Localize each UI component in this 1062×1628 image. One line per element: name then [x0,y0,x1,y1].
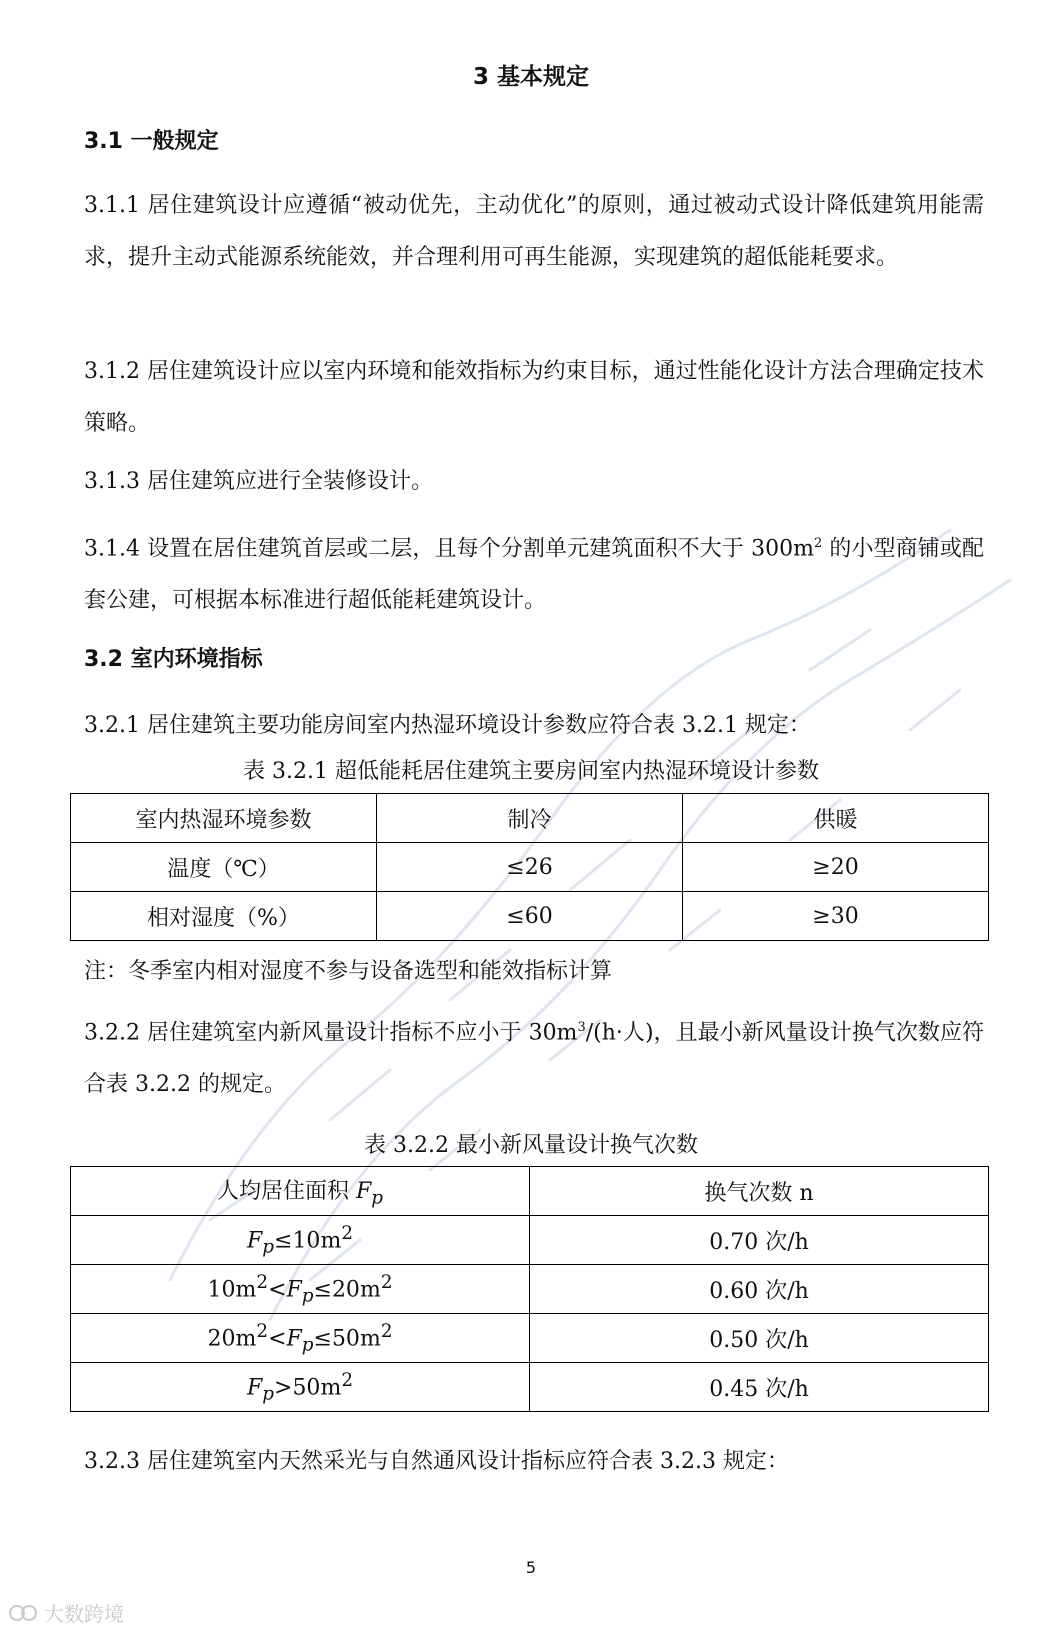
brand-text: 大数跨境 [44,1602,124,1626]
table-cell: ≥20 [683,843,989,892]
table-header-cell: 供暖 [683,794,989,843]
table-cell-rate: 0.50 次/h [530,1314,989,1363]
clause-3-2-2: 3.2.2 居住建筑室内新风量设计指标不应小于 $30m^3/(h\cdot$人)，且最小新风量设计换气次数应符合表 3.2.2 的规定。 [84,1020,984,1098]
table-header-rate: 换气次数 n [530,1167,989,1216]
table-header-row [71,1167,989,1216]
clause-3-1-4: 3.1.4 设置在居住建筑首层或二层，且每个分割单元建筑面积不大于 $300m^2$ 的小型商铺或配套公建，可根据本标准进行超低能耗建筑设计。 [84,536,984,614]
table-cell-rate: 0.60 次/h [530,1265,989,1314]
table-3-2-2-caption: 表 3.2.2 最小新风量设计换气次数 [364,1133,698,1158]
table-header-row [71,794,989,843]
table-row [71,1314,989,1363]
clause-3-1-2: 3.1.2 居住建筑设计应以室内环境和能效指标为约束目标，通过性能化设计方法合理确定技术策略。 [84,359,984,436]
table-row [71,843,989,892]
table-header-cell: 制冷 [377,794,683,843]
table-cell: 相对湿度（%） [71,892,377,941]
table-row [71,1363,989,1412]
clause-3-1-3: 3.1.3 居住建筑应进行全装修设计。 [84,469,433,494]
table-3-2-1-note: 注：冬季室内相对湿度不参与设备选型和能效指标计算 [84,959,613,984]
table-cell-area: $F_p>50m^2$ [71,1363,530,1412]
table-header-cell: 室内热湿环境参数 [71,794,377,843]
table-3-2-1 [70,793,989,941]
table-3-2-1-caption: 表 3.2.1 超低能耗居住建筑主要房间室内热湿环境设计参数 [243,759,819,784]
brand-watermark [8,1598,124,1627]
table-cell: ≤26 [377,843,683,892]
table-cell-rate: 0.70 次/h [530,1216,989,1265]
table-cell: 温度（℃） [71,843,377,892]
table-header-area: 人均居住面积 $F_p$ [71,1167,530,1216]
table-cell-area: $F_p\le 10m^2$ [71,1216,530,1265]
table-3-2-2 [70,1166,989,1412]
section-title-3-1: 3.1 一般规定 [84,129,219,154]
brand-logo-icon [8,1603,38,1623]
table-cell: ≤60 [377,892,683,941]
table-cell-area: $10m^2<F_p\le 20m^2$ [71,1265,530,1314]
chapter-title: 3 基本规定 [472,64,589,90]
clause-3-2-1: 3.2.1 居住建筑主要功能房间室内热湿环境设计参数应符合表 3.2.1 规定： [84,713,811,738]
section-title-3-2: 3.2 室内环境指标 [84,647,263,672]
clause-3-2-3: 3.2.3 居住建筑室内天然采光与自然通风设计指标应符合表 3.2.3 规定： [84,1449,789,1474]
table-cell-area: $20m^2<F_p\le 50m^2$ [71,1314,530,1363]
table-row [71,892,989,941]
table-cell: ≥30 [683,892,989,941]
table-row [71,1265,989,1314]
table-row [71,1216,989,1265]
table-cell-rate: 0.45 次/h [530,1363,989,1412]
page-number: 5 [525,1558,537,1577]
clause-3-1-1: 3.1.1 居住建筑设计应遵循“被动优先，主动优化”的原则，通过被动式设计降低建筑用能需求，提升主动式能源系统能效，并合理利用可再生能源，实现建筑的超低能耗要求。 [84,193,984,270]
